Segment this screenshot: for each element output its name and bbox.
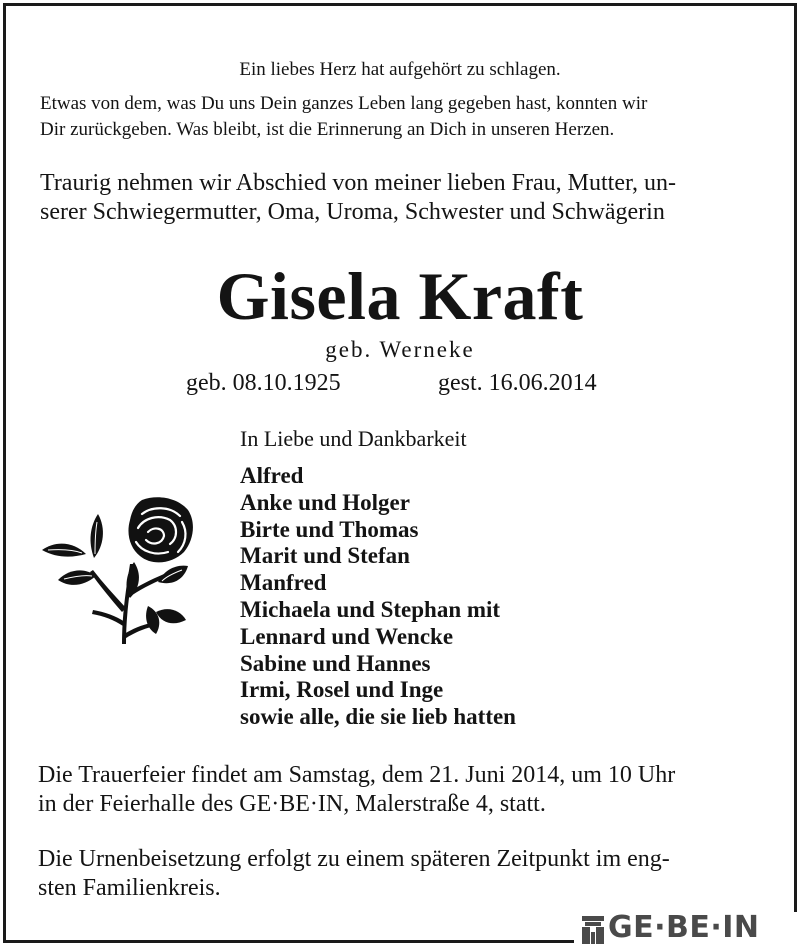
birth-date: geb. 08.10.1925 — [186, 370, 341, 396]
motto: Ein liebes Herz hat aufgehört zu schlagen. — [239, 59, 561, 80]
quote-line-2: Dir zurückgeben. Was bleibt, ist die Erinnerung an Dich in unseren Herzen. — [40, 119, 615, 140]
death-date: gest. 16.06.2014 — [438, 370, 597, 396]
mourner-item: Lennard und Wencke — [240, 623, 454, 649]
intro-line-1: Traurig nehmen wir Abschied von meiner lieben Frau, Mutter, un- — [40, 170, 677, 196]
service-line-2: in der Feierhalle des GE·BE·IN, Malerstraße 4, statt. — [38, 791, 546, 817]
mourner-item: Birte und Thomas — [240, 516, 419, 542]
mourner-item: sowie alle, die sie lieb hatten — [240, 704, 516, 730]
mourner-item: Anke und Holger — [240, 489, 410, 515]
logo-text: GE·BE·IN — [608, 910, 760, 945]
mourner-item: Marit und Stefan — [240, 543, 410, 569]
mourner-item: Irmi, Rosel und Inge — [240, 677, 444, 703]
intro-line-2: serer Schwiegermutter, Oma, Uroma, Schwester und Schwägerin — [40, 199, 665, 225]
logo-mark-icon — [582, 916, 604, 944]
mourner-list — [240, 463, 516, 731]
deceased-name: Gisela Kraft — [216, 258, 584, 334]
service-line-1: Die Trauerfeier findet am Samstag, dem 21. Juni 2014, um 10 Uhr — [38, 762, 676, 788]
mourner-item: Alfred — [240, 463, 304, 488]
thanks-line: In Liebe und Dankbarkeit — [240, 426, 467, 451]
mourner-item: Sabine und Hannes — [240, 650, 431, 676]
mourner-item: Michaela und Stephan mit — [240, 596, 501, 622]
birth-name: geb. Werneke — [325, 337, 475, 362]
mourner-item: Manfred — [240, 570, 327, 596]
funeral-home-logo — [574, 912, 800, 946]
urn-line-2: sten Familienkreis. — [38, 875, 221, 901]
urn-line-1: Die Urnenbeisetzung erfolgt zu einem späteren Zeitpunkt im eng- — [38, 846, 670, 872]
quote-line-1: Etwas von dem, was Du uns Dein ganzes Leben lang gegeben hast, konnten wir — [40, 93, 648, 114]
rose-icon — [38, 494, 198, 666]
